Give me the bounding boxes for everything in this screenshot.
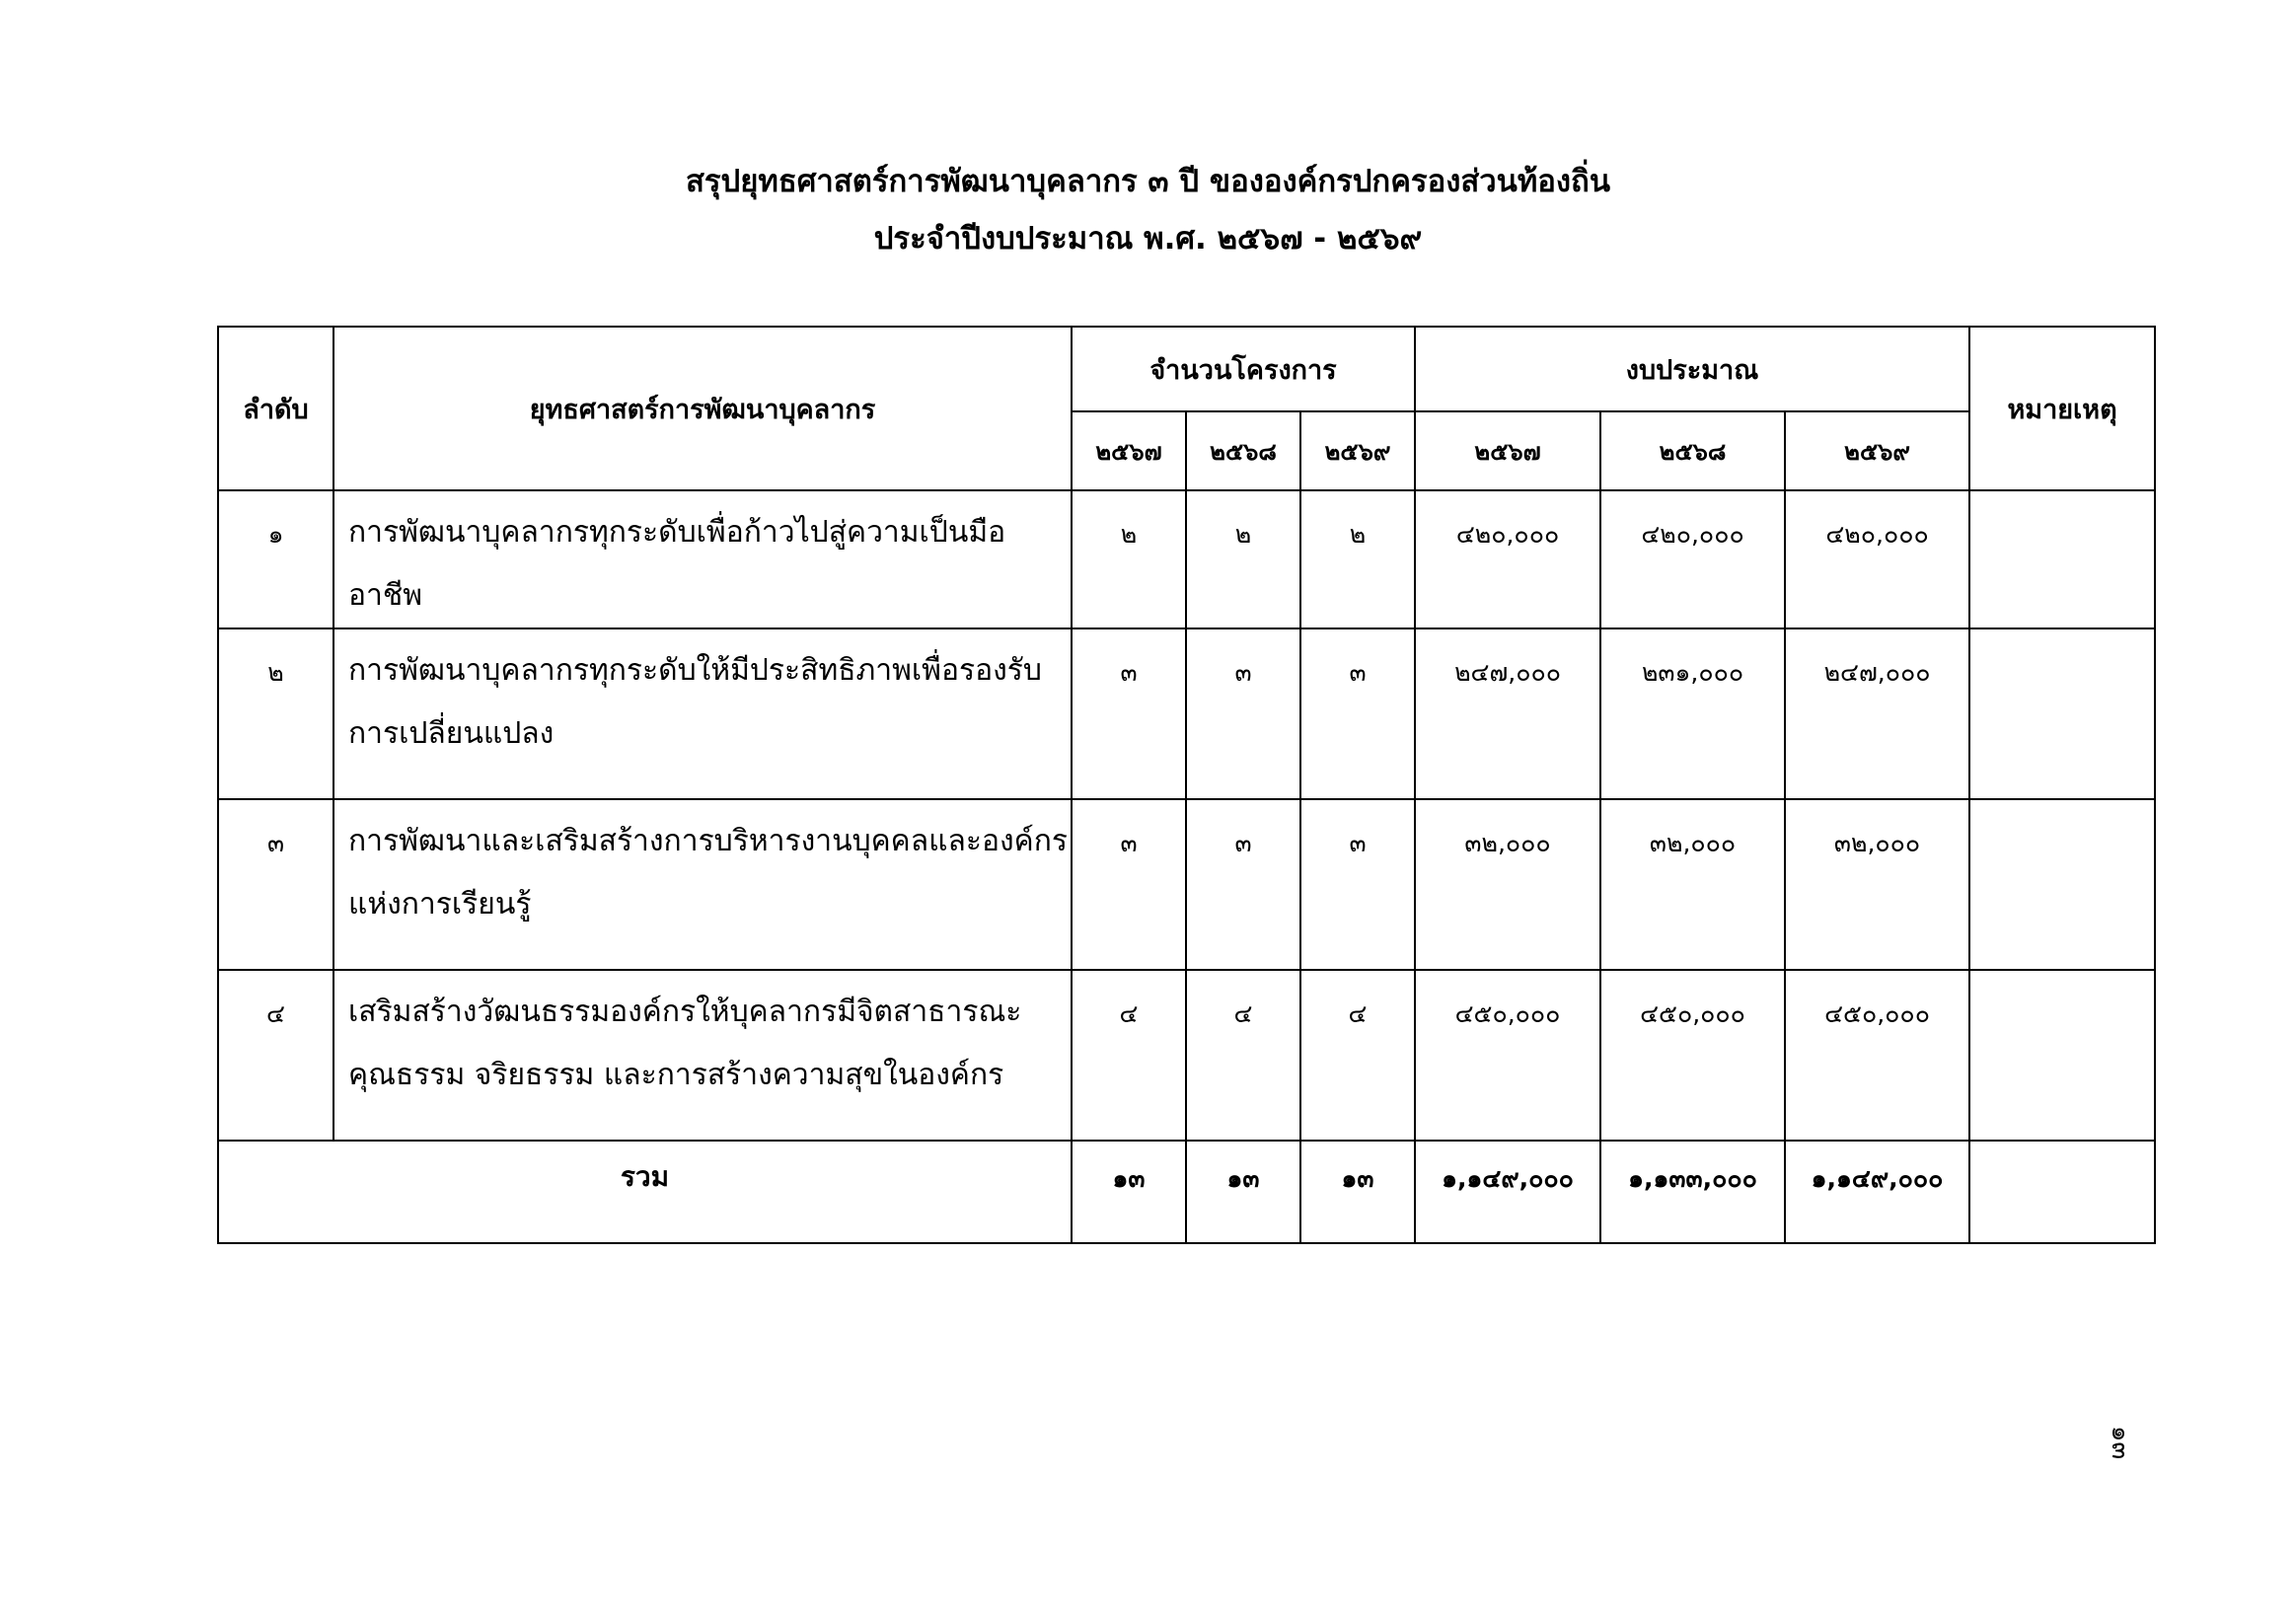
remarks-cell bbox=[1969, 799, 2155, 970]
strategy-cell bbox=[333, 799, 1072, 970]
header-budget-year: ๒๕๖๗ bbox=[1415, 411, 1600, 490]
remarks-cell bbox=[1969, 490, 2155, 628]
project-count: ๔ bbox=[1186, 970, 1300, 1141]
header-strategy: ยุทธศาสตร์การพัฒนาบุคลากร bbox=[333, 327, 1072, 490]
project-count: ๒ bbox=[1186, 490, 1300, 628]
project-count: ๔ bbox=[1300, 970, 1415, 1141]
project-count: ๓ bbox=[1072, 799, 1186, 970]
document-title: สรุปยุทธศาสตร์การพัฒนาบุคลากร ๓ ปี ขององค์กรปกครองส่วนท้องถิ่น bbox=[685, 164, 1611, 199]
project-count: ๔ bbox=[1072, 970, 1186, 1141]
header-no: ลำดับ bbox=[218, 327, 333, 490]
row-number: ๑ bbox=[218, 490, 333, 628]
header-project-year: ๒๕๖๙ bbox=[1300, 411, 1415, 490]
strategy-line: การเปลี่ยนแปลง bbox=[348, 716, 555, 751]
project-count: ๓ bbox=[1072, 628, 1186, 799]
strategy-line: การพัฒนาบุคลากรทุกระดับเพื่อก้าวไปสู่ความเป็นมืออาชีพ bbox=[348, 515, 1006, 613]
budget-amount: ๔๕๐,๐๐๐ bbox=[1785, 970, 1969, 1141]
budget-amount: ๒๓๑,๐๐๐ bbox=[1600, 628, 1785, 799]
table-row bbox=[218, 970, 2155, 1141]
remarks-cell bbox=[1969, 628, 2155, 799]
strategy-line: แห่งการเรียนรู้ bbox=[348, 887, 532, 922]
budget-amount: ๒๔๗,๐๐๐ bbox=[1785, 628, 1969, 799]
project-count: ๓ bbox=[1300, 628, 1415, 799]
header-project-year: ๒๕๖๘ bbox=[1186, 411, 1300, 490]
strategy-cell bbox=[333, 970, 1072, 1141]
header-remarks: หมายเหตุ bbox=[1969, 327, 2155, 490]
project-count: ๓ bbox=[1186, 628, 1300, 799]
header-project-year: ๒๕๖๗ bbox=[1072, 411, 1186, 490]
document-subtitle: ประจำปีงบประมาณ พ.ศ. ๒๕๖๗ - ๒๕๖๙ bbox=[873, 221, 1423, 257]
row-number: ๓ bbox=[218, 799, 333, 970]
header-budget-year: ๒๕๖๘ bbox=[1600, 411, 1785, 490]
header-budget: งบประมาณ bbox=[1415, 327, 1969, 411]
project-count: ๓ bbox=[1186, 799, 1300, 970]
strategy-line: เสริมสร้างวัฒนธรรมองค์กรให้บุคลากรมีจิตสาธารณะ bbox=[348, 995, 1022, 1029]
project-count: ๒ bbox=[1300, 490, 1415, 628]
budget-amount: ๓๒,๐๐๐ bbox=[1415, 799, 1600, 970]
project-count: ๒ bbox=[1072, 490, 1186, 628]
remarks-cell bbox=[1969, 1141, 2155, 1243]
remarks-cell bbox=[1969, 970, 2155, 1141]
total-project-count: ๑๓ bbox=[1186, 1141, 1300, 1243]
table-row bbox=[218, 490, 2155, 628]
strategy-line: คุณธรรม จริยธรรม และการสร้างความสุขในองค์กร bbox=[348, 1058, 1004, 1092]
budget-amount: ๔๕๐,๐๐๐ bbox=[1600, 970, 1785, 1141]
strategy-line: การพัฒนาบุคลากรทุกระดับให้มีประสิทธิภาพเพื่อรองรับ bbox=[348, 653, 1042, 688]
budget-amount: ๔๒๐,๐๐๐ bbox=[1785, 490, 1969, 628]
total-budget: ๑,๑๔๙,๐๐๐ bbox=[1785, 1141, 1969, 1243]
total-row bbox=[218, 1141, 2155, 1243]
total-label: รวม bbox=[218, 1141, 1072, 1243]
strategy-line: การพัฒนาและเสริมสร้างการบริหารงานบุคคลและองค์กร bbox=[348, 824, 1068, 858]
total-project-count: ๑๓ bbox=[1300, 1141, 1415, 1243]
budget-amount: ๔๒๐,๐๐๐ bbox=[1600, 490, 1785, 628]
project-count: ๓ bbox=[1300, 799, 1415, 970]
budget-amount: ๔๒๐,๐๐๐ bbox=[1415, 490, 1600, 628]
total-budget: ๑,๑๓๓,๐๐๐ bbox=[1600, 1141, 1785, 1243]
budget-amount: ๒๔๗,๐๐๐ bbox=[1415, 628, 1600, 799]
header-projects: จำนวนโครงการ bbox=[1072, 327, 1415, 411]
budget-amount: ๔๕๐,๐๐๐ bbox=[1415, 970, 1600, 1141]
table-row bbox=[218, 799, 2155, 970]
header-budget-year: ๒๕๖๙ bbox=[1785, 411, 1969, 490]
total-project-count: ๑๓ bbox=[1072, 1141, 1186, 1243]
total-budget: ๑,๑๔๙,๐๐๐ bbox=[1415, 1141, 1600, 1243]
strategy-cell bbox=[333, 628, 1072, 799]
budget-amount: ๓๒,๐๐๐ bbox=[1785, 799, 1969, 970]
row-number: ๒ bbox=[218, 628, 333, 799]
budget-amount: ๓๒,๐๐๐ bbox=[1600, 799, 1785, 970]
strategy-cell bbox=[333, 490, 1072, 628]
row-number: ๔ bbox=[218, 970, 333, 1141]
strategy-summary-table bbox=[217, 326, 2156, 1244]
page-number: ๑๓ bbox=[2106, 1425, 2136, 1460]
table-row bbox=[218, 628, 2155, 799]
